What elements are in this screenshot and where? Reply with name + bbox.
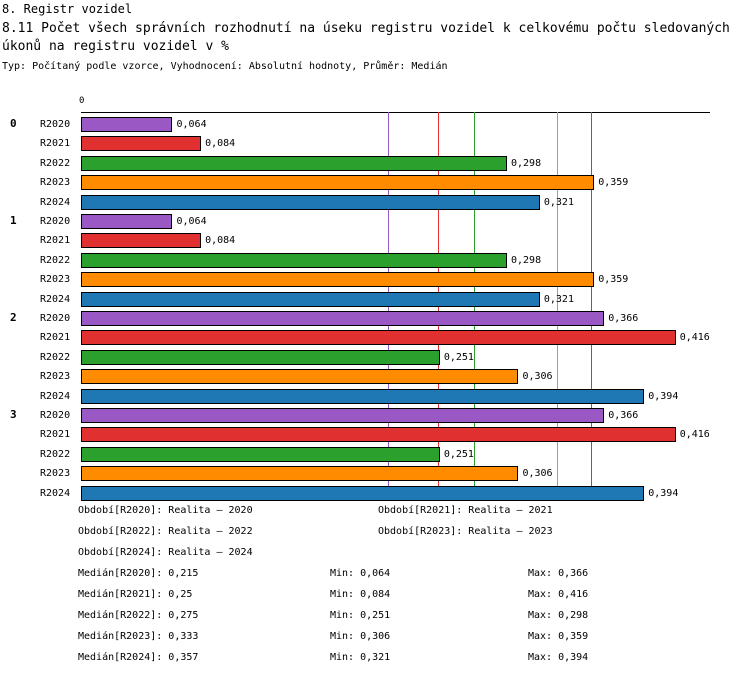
bar-label-2-r2024: R2024 bbox=[40, 390, 71, 402]
legend-min-r2024: Min: 0,321 bbox=[330, 652, 391, 663]
chart-subtitle: Typ: Počítaný podle vzorce, Vyhodnocení: Absolutní hodnoty, Průměr: Medián bbox=[2, 61, 448, 73]
bar-label-3-r2023: R2023 bbox=[40, 468, 71, 480]
bar-value-1-r2023: 0,359 bbox=[598, 274, 629, 286]
legend-max-r2022: Max: 0,298 bbox=[528, 610, 589, 621]
bar-1-r2023[interactable] bbox=[81, 272, 594, 287]
bar-0-r2021[interactable] bbox=[81, 136, 201, 151]
bar-value-2-r2020: 0,366 bbox=[608, 313, 639, 324]
bar-label-3-r2024: R2024 bbox=[40, 487, 71, 499]
legend-median-r2023: Medián[R2023]: 0,333 bbox=[78, 631, 199, 642]
bar-label-0-r2023: R2023 bbox=[40, 177, 71, 189]
group-label-1: 1 bbox=[10, 214, 17, 227]
bar-0-r2020[interactable] bbox=[81, 117, 172, 132]
bar-label-1-r2023: R2023 bbox=[40, 274, 71, 286]
bar-label-2-r2021: R2021 bbox=[40, 332, 71, 344]
bar-1-r2020[interactable] bbox=[81, 214, 172, 229]
legend-period-row bbox=[0, 526, 750, 547]
group-label-3: 3 bbox=[10, 408, 17, 421]
legend-min-r2021: Min: 0,084 bbox=[330, 589, 391, 600]
bar-3-r2022[interactable] bbox=[81, 447, 440, 462]
bar-2-r2020[interactable] bbox=[81, 311, 604, 326]
legend-period-r2021: Období[R2021]: Realita – 2021 bbox=[378, 505, 553, 516]
bar-value-3-r2022: 0,251 bbox=[443, 448, 474, 460]
legend-max-r2024: Max: 0,394 bbox=[528, 652, 589, 663]
bar-value-3-r2020: 0,366 bbox=[608, 410, 639, 421]
bar-label-1-r2022: R2022 bbox=[40, 254, 71, 266]
bar-label-1-r2020: R2020 bbox=[40, 216, 71, 227]
group-label-0: 0 bbox=[10, 117, 17, 130]
legend-period-r2023: Období[R2023]: Realita – 2023 bbox=[378, 526, 553, 537]
bar-0-r2024[interactable] bbox=[81, 195, 540, 210]
group-label-2: 2 bbox=[10, 311, 17, 324]
bar-3-r2021[interactable] bbox=[81, 427, 676, 442]
legend-median-r2020: Medián[R2020]: 0,215 bbox=[78, 568, 199, 579]
bar-label-3-r2022: R2022 bbox=[40, 448, 71, 460]
bar-label-2-r2020: R2020 bbox=[40, 313, 71, 324]
bar-1-r2021[interactable] bbox=[81, 233, 201, 248]
bar-value-0-r2021: 0,084 bbox=[205, 138, 236, 150]
legend-stats-row bbox=[0, 652, 750, 673]
bar-label-1-r2021: R2021 bbox=[40, 235, 71, 247]
bar-value-0-r2022: 0,298 bbox=[511, 157, 542, 169]
bar-label-1-r2024: R2024 bbox=[40, 293, 71, 305]
bar-1-r2022[interactable] bbox=[81, 253, 507, 268]
legend-stats-row bbox=[0, 610, 750, 631]
legend-max-r2020: Max: 0,366 bbox=[528, 568, 589, 579]
legend-period-r2020: Období[R2020]: Realita – 2020 bbox=[78, 505, 253, 516]
report-section-title: 8. Registr vozidel bbox=[2, 2, 133, 16]
bar-0-r2022[interactable] bbox=[81, 156, 507, 171]
x-axis-tick-0: 0 bbox=[79, 96, 85, 106]
bar-label-0-r2020: R2020 bbox=[40, 119, 71, 130]
legend-stats-row bbox=[0, 568, 750, 589]
bar-3-r2024[interactable] bbox=[81, 486, 644, 501]
bar-2-r2021[interactable] bbox=[81, 330, 676, 345]
bar-label-3-r2020: R2020 bbox=[40, 410, 71, 421]
bar-value-0-r2023: 0,359 bbox=[598, 177, 629, 189]
bar-2-r2024[interactable] bbox=[81, 389, 644, 404]
bar-value-2-r2024: 0,394 bbox=[648, 390, 679, 402]
legend-min-r2020: Min: 0,064 bbox=[330, 568, 391, 579]
bar-value-0-r2020: 0,064 bbox=[176, 119, 207, 130]
legend-min-r2023: Min: 0,306 bbox=[330, 631, 391, 642]
bar-label-0-r2021: R2021 bbox=[40, 138, 71, 150]
legend-median-r2022: Medián[R2022]: 0,275 bbox=[78, 610, 199, 621]
bar-2-r2022[interactable] bbox=[81, 350, 440, 365]
bar-label-3-r2021: R2021 bbox=[40, 429, 71, 441]
chart-header bbox=[0, 0, 750, 72]
chart-legend bbox=[0, 505, 750, 673]
bar-2-r2023[interactable] bbox=[81, 369, 518, 384]
bar-value-3-r2021: 0,416 bbox=[679, 429, 710, 441]
bar-value-2-r2021: 0,416 bbox=[679, 332, 710, 344]
legend-stats-row bbox=[0, 589, 750, 610]
legend-median-r2024: Medián[R2024]: 0,357 bbox=[78, 652, 199, 663]
bar-value-2-r2023: 0,306 bbox=[522, 371, 553, 383]
bar-value-3-r2024: 0,394 bbox=[648, 487, 679, 499]
bar-value-3-r2023: 0,306 bbox=[522, 468, 553, 480]
bar-value-0-r2024: 0,321 bbox=[543, 196, 574, 208]
legend-period-r2022: Období[R2022]: Realita – 2022 bbox=[78, 526, 253, 537]
bar-label-2-r2023: R2023 bbox=[40, 371, 71, 383]
legend-min-r2022: Min: 0,251 bbox=[330, 610, 391, 621]
bar-value-1-r2022: 0,298 bbox=[511, 254, 542, 266]
chart-title: 8.11 Počet všech správních rozhodnutí na úseku registru vozidel k celkovému počtu sledovaných úkonů na registru vozidel v % bbox=[2, 21, 730, 54]
legend-period-r2024: Období[R2024]: Realita – 2024 bbox=[78, 547, 253, 558]
bar-0-r2023[interactable] bbox=[81, 175, 594, 190]
chart-plot-area bbox=[0, 96, 750, 499]
bar-3-r2020[interactable] bbox=[81, 408, 604, 423]
legend-max-r2021: Max: 0,416 bbox=[528, 589, 589, 600]
legend-max-r2023: Max: 0,359 bbox=[528, 631, 589, 642]
bar-value-1-r2024: 0,321 bbox=[543, 293, 574, 305]
bar-label-2-r2022: R2022 bbox=[40, 351, 71, 363]
legend-period-row bbox=[0, 505, 750, 526]
bar-label-0-r2024: R2024 bbox=[40, 196, 71, 208]
legend-stats-row bbox=[0, 631, 750, 652]
bar-value-1-r2020: 0,064 bbox=[176, 216, 207, 227]
legend-period-row bbox=[0, 547, 750, 568]
bar-value-1-r2021: 0,084 bbox=[205, 235, 236, 247]
bar-1-r2024[interactable] bbox=[81, 292, 540, 307]
bar-value-2-r2022: 0,251 bbox=[443, 351, 474, 363]
bar-3-r2023[interactable] bbox=[81, 466, 518, 481]
legend-median-r2021: Medián[R2021]: 0,25 bbox=[78, 589, 193, 600]
bar-label-0-r2022: R2022 bbox=[40, 157, 71, 169]
